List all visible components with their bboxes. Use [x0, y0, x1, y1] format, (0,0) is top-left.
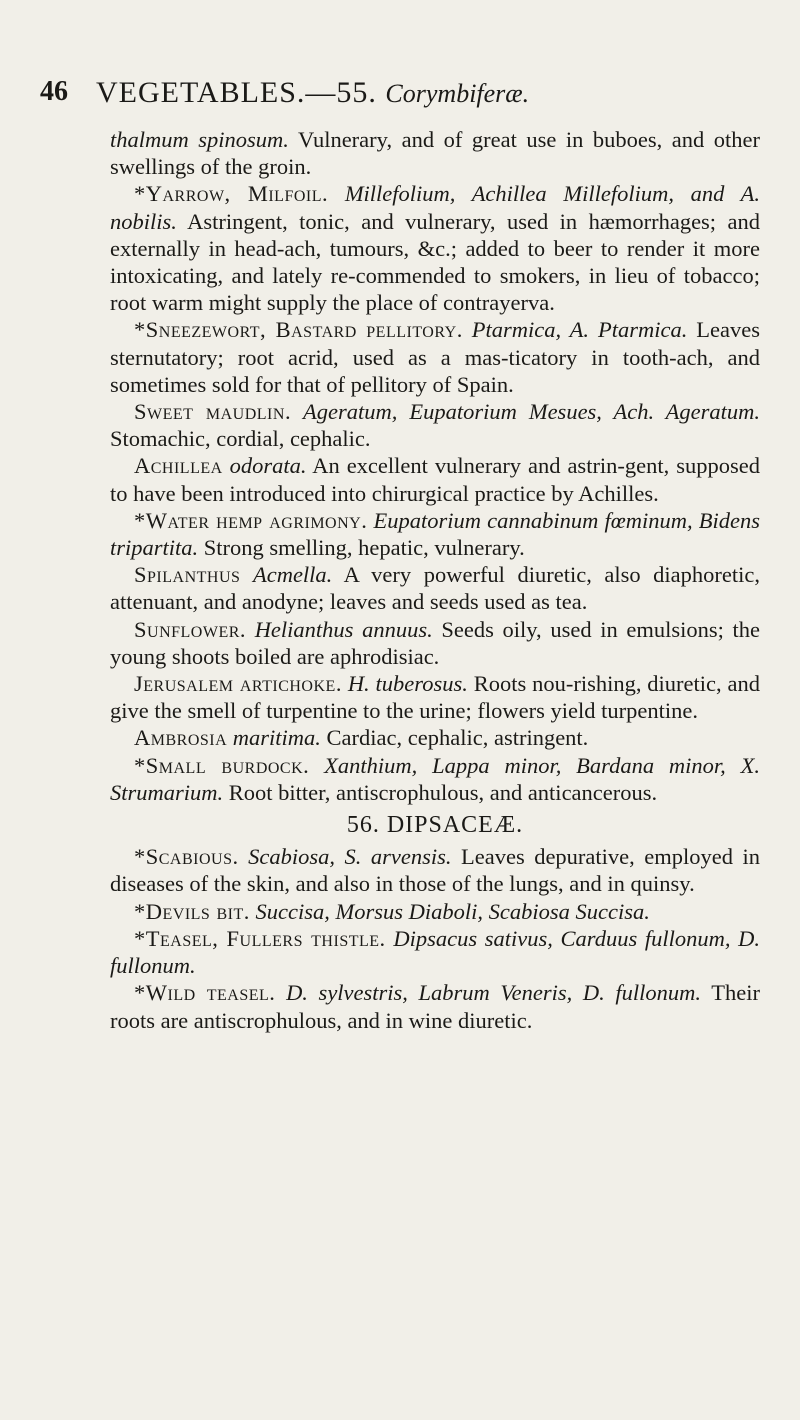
- entry-latin: Xanthium, Lappa minor, Bardana minor, X. Strumarium.: [110, 752, 761, 805]
- entry-text: An excellent vulnerary and astrin-gent, supposed to have been introduced into chirurgical practice by Achilles.: [110, 453, 760, 506]
- entry-latin: Dipsacus sativus, Carduus fullonum, D. fullonum.: [110, 925, 761, 979]
- entry-latin: Ptarmica, A. Ptarmica.: [471, 317, 688, 343]
- entry-latin: Ageratum, Eupatorium Mesues, Ach. Ageratum.: [303, 399, 761, 425]
- entry-latin: Millefolium, Achillea Millefolium, and A. nobilis.: [110, 181, 760, 234]
- entry-name: *Small burdock.: [134, 752, 310, 778]
- entry-name: *Devils bit.: [134, 898, 250, 924]
- entry-latin: Helianthus annuus.: [254, 616, 433, 642]
- entry-text: Seeds oily, used in emulsions; the young shoots boiled are aphrodisiac.: [110, 616, 761, 669]
- entry-name: *Water hemp agrimony.: [134, 507, 368, 533]
- entry-name: Jerusalem artichoke.: [134, 671, 342, 697]
- running-head-title: VEGETABLES.—55.: [96, 76, 377, 109]
- entry-text: Leaves depurative, employed in diseases of the skin, and also in those of the lungs, and in quinsy.: [110, 844, 760, 897]
- entry-paragraph: [110, 752, 760, 806]
- entry-paragraph: [110, 180, 760, 316]
- entry-paragraph: [110, 452, 760, 506]
- entry-text: A very powerful diuretic, also diaphoretic, attenuant, and anodyne; leaves and seeds used as tea.: [110, 562, 760, 615]
- entry-paragraph: [110, 126, 760, 180]
- entry-paragraph: [110, 507, 760, 561]
- entry-paragraph: [110, 670, 760, 724]
- entry-text: Root bitter, antiscrophulous, and anticancerous.: [228, 779, 658, 805]
- entry-latin: H. tuberosus.: [347, 671, 468, 697]
- entry-name: Achillea: [134, 453, 223, 479]
- entry-name: Sunflower.: [134, 616, 247, 642]
- entry-paragraph: [110, 898, 760, 925]
- entry-paragraph: [110, 561, 760, 615]
- page-header: [40, 76, 740, 116]
- entry-latin: Scabiosa, S. arvensis.: [248, 844, 452, 870]
- entry-latin: Succisa, Morsus Diaboli, Scabiosa Succisa.: [255, 898, 650, 924]
- entry-text: Cardiac, cephalic, astringent.: [326, 725, 589, 751]
- entry-text: Astringent, tonic, and vulnerary, used in hæmorrhages; and externally in head-ach, tumours, &c.; added to beer to render it more intoxicating, and lately re-commended to smokers, in lieu of tobacco; root warm might supply the place of contrayerva.: [110, 208, 760, 316]
- entry-paragraph: [110, 724, 760, 751]
- page-body: [110, 126, 760, 1034]
- entry-name: Ambrosia: [134, 725, 228, 751]
- running-head-subtitle: Corymbiferæ.: [385, 79, 530, 108]
- entry-text: Roots nou-rishing, diuretic, and give the smell of turpentine to the urine; flowers yield turpentine.: [110, 671, 760, 724]
- entry-text: Leaves sternutatory; root acrid, used as a mas-ticatory in tooth-ach, and sometimes sold for that of pellitory of Spain.: [110, 317, 760, 397]
- entry-paragraph: [110, 316, 760, 398]
- entry-text: Strong smelling, hepatic, vulnerary.: [203, 535, 525, 561]
- entry-name: *Scabious.: [134, 844, 239, 870]
- entry-name: *Sneezewort, Bastard pellitory.: [134, 317, 463, 343]
- section-heading: 56. DIPSACEÆ.: [346, 812, 524, 839]
- entry-name: Sweet maudlin.: [134, 399, 292, 425]
- entry-name: *Teasel, Fullers thistle.: [134, 925, 386, 951]
- entry-paragraph: [110, 616, 760, 670]
- entry-paragraph: [110, 979, 760, 1033]
- entry-name: Spilanthus: [134, 562, 241, 588]
- entry-text: Vulnerary, and of great use in buboes, and other swellings of the groin.: [110, 127, 761, 180]
- entry-latin: Eupatorium cannabinum fœminum, Bidens tripartita.: [110, 507, 760, 561]
- page-number: 46: [40, 76, 68, 107]
- entry-name: *Wild teasel.: [134, 980, 276, 1006]
- entry-name: *Yarrow, Milfoil.: [134, 181, 329, 207]
- entry-text: Stomachic, cordial, cephalic.: [110, 426, 371, 452]
- entry-text: Their roots are antiscrophulous, and in wine diuretic.: [110, 980, 760, 1033]
- entry-latin: thalmum spinosum.: [110, 127, 289, 152]
- entry-latin: odorata.: [229, 453, 307, 479]
- entry-latin: Acmella.: [252, 562, 333, 588]
- entry-latin: D. sylvestris, Labrum Veneris, D. fullonum.: [286, 980, 702, 1006]
- entry-paragraph: [110, 398, 760, 452]
- entry-paragraph: [110, 843, 760, 897]
- entry-latin: maritima.: [232, 725, 321, 751]
- entry-paragraph: [110, 925, 760, 979]
- running-head: [96, 76, 529, 110]
